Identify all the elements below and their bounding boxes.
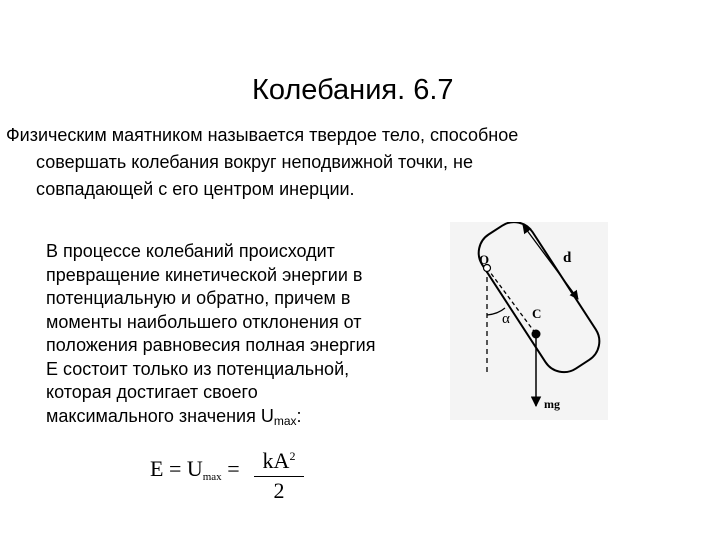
formula-fraction <box>254 444 304 503</box>
definition-line: совпадающей с его центром инерции. <box>36 179 355 199</box>
center-of-mass-point <box>532 330 541 339</box>
paragraph-line: Е состоит только из потенциальной, <box>46 358 350 379</box>
definition-line: совершать колебания вокруг неподвижной точки, не <box>36 152 473 172</box>
formula-denominator: 2 <box>273 478 285 503</box>
fraction-bar <box>254 476 304 477</box>
pendulum-diagram <box>450 222 608 420</box>
energy-paragraph <box>46 240 426 433</box>
formula-lhs-subscript: max <box>202 471 222 483</box>
pivot-label: O <box>479 252 490 267</box>
paragraph-line: превращение кинетической энергии в <box>46 264 363 285</box>
energy-formula <box>150 444 310 503</box>
slide-title: Колебания. 6.7 <box>252 74 454 106</box>
formula-lhs <box>150 456 240 483</box>
paragraph-last-prefix: максимального значения U <box>46 405 274 426</box>
paragraph-line: которая достигает своего <box>46 382 258 402</box>
paragraph-line: В процессе колебаний происходит <box>46 241 335 261</box>
paragraph-line: моменты наибольшего отклонения от <box>46 311 362 332</box>
formula-numerator-text: kA <box>262 448 290 473</box>
force-label: mg <box>544 397 560 411</box>
paragraph-line: потенциальную и обратно, причем в <box>46 288 351 308</box>
definition-line: Физическим маятником называется твердое тело, способное <box>6 125 519 145</box>
paragraph-line: положения равновесия полная энергия <box>46 335 376 355</box>
center-label: C <box>532 306 542 321</box>
formula-numerator <box>254 444 304 473</box>
umax-subscript: max <box>273 413 297 428</box>
angle-label: α <box>502 311 510 327</box>
definition-text <box>6 122 606 203</box>
distance-label: d <box>563 250 572 266</box>
formula-numerator-exponent: 2 <box>289 449 296 463</box>
pivot-to-center-line <box>487 268 536 334</box>
formula-equals: = <box>221 456 240 481</box>
paragraph-last-suffix: : <box>296 405 302 426</box>
pendulum-svg <box>450 222 608 420</box>
formula-lhs-text: E = U <box>150 456 203 481</box>
paragraph-last-line <box>46 405 426 434</box>
